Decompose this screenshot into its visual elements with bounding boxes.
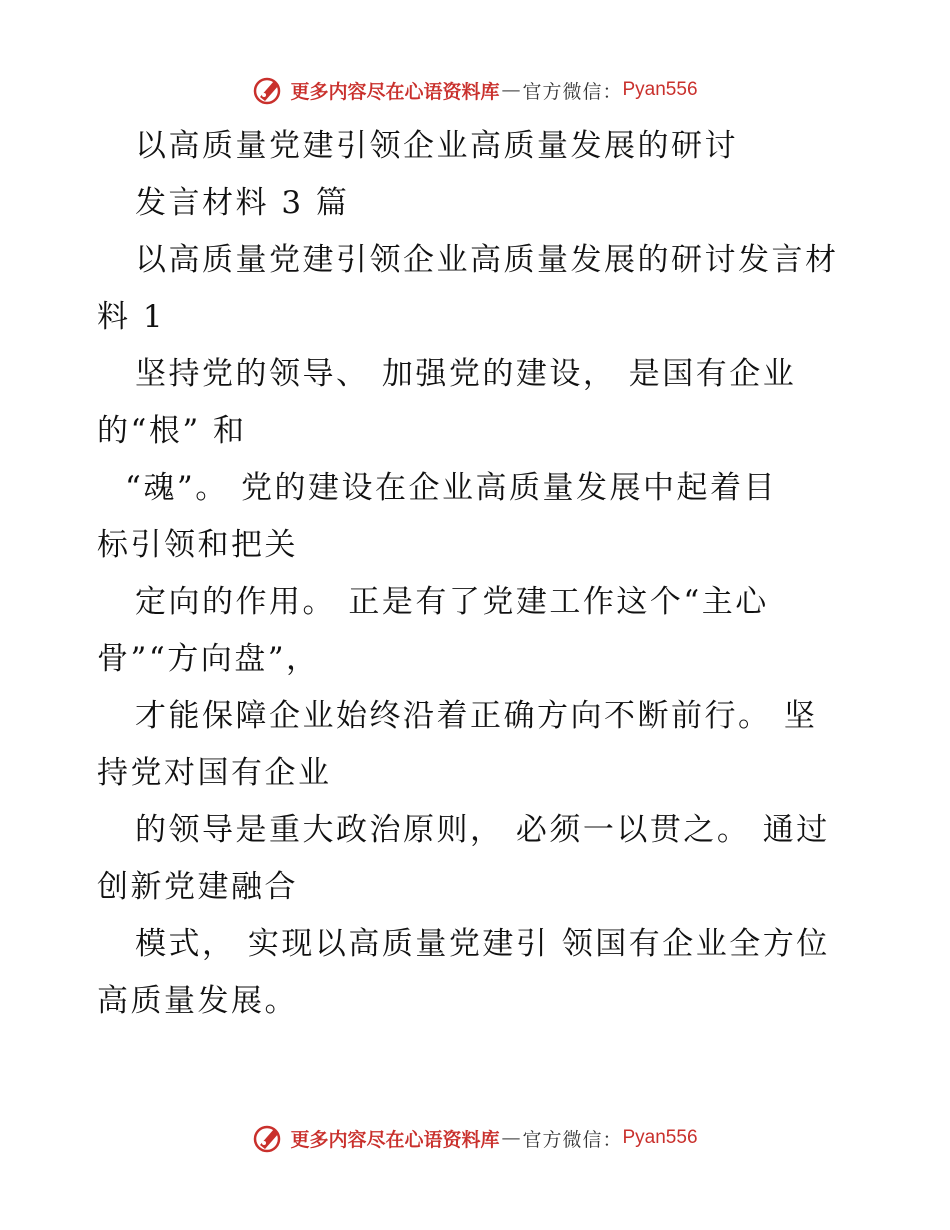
text-line: 骨”“方向盘”， <box>97 641 320 677</box>
header-brand: 更多内容尽在心语资料库 <box>290 80 500 103</box>
footer-separator: — <box>501 1127 521 1149</box>
text-line: 以高质量党建引领企业高质量发展的研讨发言材 <box>135 242 839 278</box>
text-line: 高质量发展。 <box>97 983 298 1019</box>
document-body <box>97 118 857 1030</box>
footer-brand: 更多内容尽在心语资料库 <box>290 1128 500 1151</box>
text-line: 定向的作用。 正是有了党建工作这个“主心 <box>135 584 769 620</box>
text-line: 模式， 实现以高质量党建引 领国有企业全方位 <box>135 926 830 962</box>
text-line: 以高质量党建引领企业高质量发展的研讨 <box>135 128 738 164</box>
header-wechat-id: Pyan556 <box>622 79 698 100</box>
footer-wechat-id: Pyan556 <box>622 1127 698 1148</box>
text-line: 才能保障企业始终沿着正确方向不断前行。 坚 <box>135 698 818 734</box>
text-line: 的“根” 和 <box>97 413 247 449</box>
text-line: 的领导是重大政治原则， 必须一以贯之。 通过 <box>135 812 830 848</box>
footer-banner <box>0 1118 950 1158</box>
text-line: 坚持党的领导、 加强党的建设， 是国有企业 <box>135 356 797 392</box>
header-banner <box>0 70 950 110</box>
pen-nib-logo-icon <box>252 1121 286 1155</box>
text-line: 创新党建融合 <box>97 869 298 905</box>
text-line: “魂”。 党的建设在企业高质量发展中起着目 <box>125 470 778 506</box>
pen-nib-logo-icon <box>252 73 286 107</box>
header-wechat-label: 官方微信： <box>522 80 623 103</box>
text-line: 料 1 <box>97 299 166 335</box>
text-line: 发言材料 3 篇 <box>135 185 350 221</box>
footer-wechat-label: 官方微信： <box>522 1128 623 1151</box>
text-line: 标引领和把关 <box>97 527 298 563</box>
text-line: 持党对国有企业 <box>97 755 332 791</box>
header-separator: — <box>501 79 521 101</box>
